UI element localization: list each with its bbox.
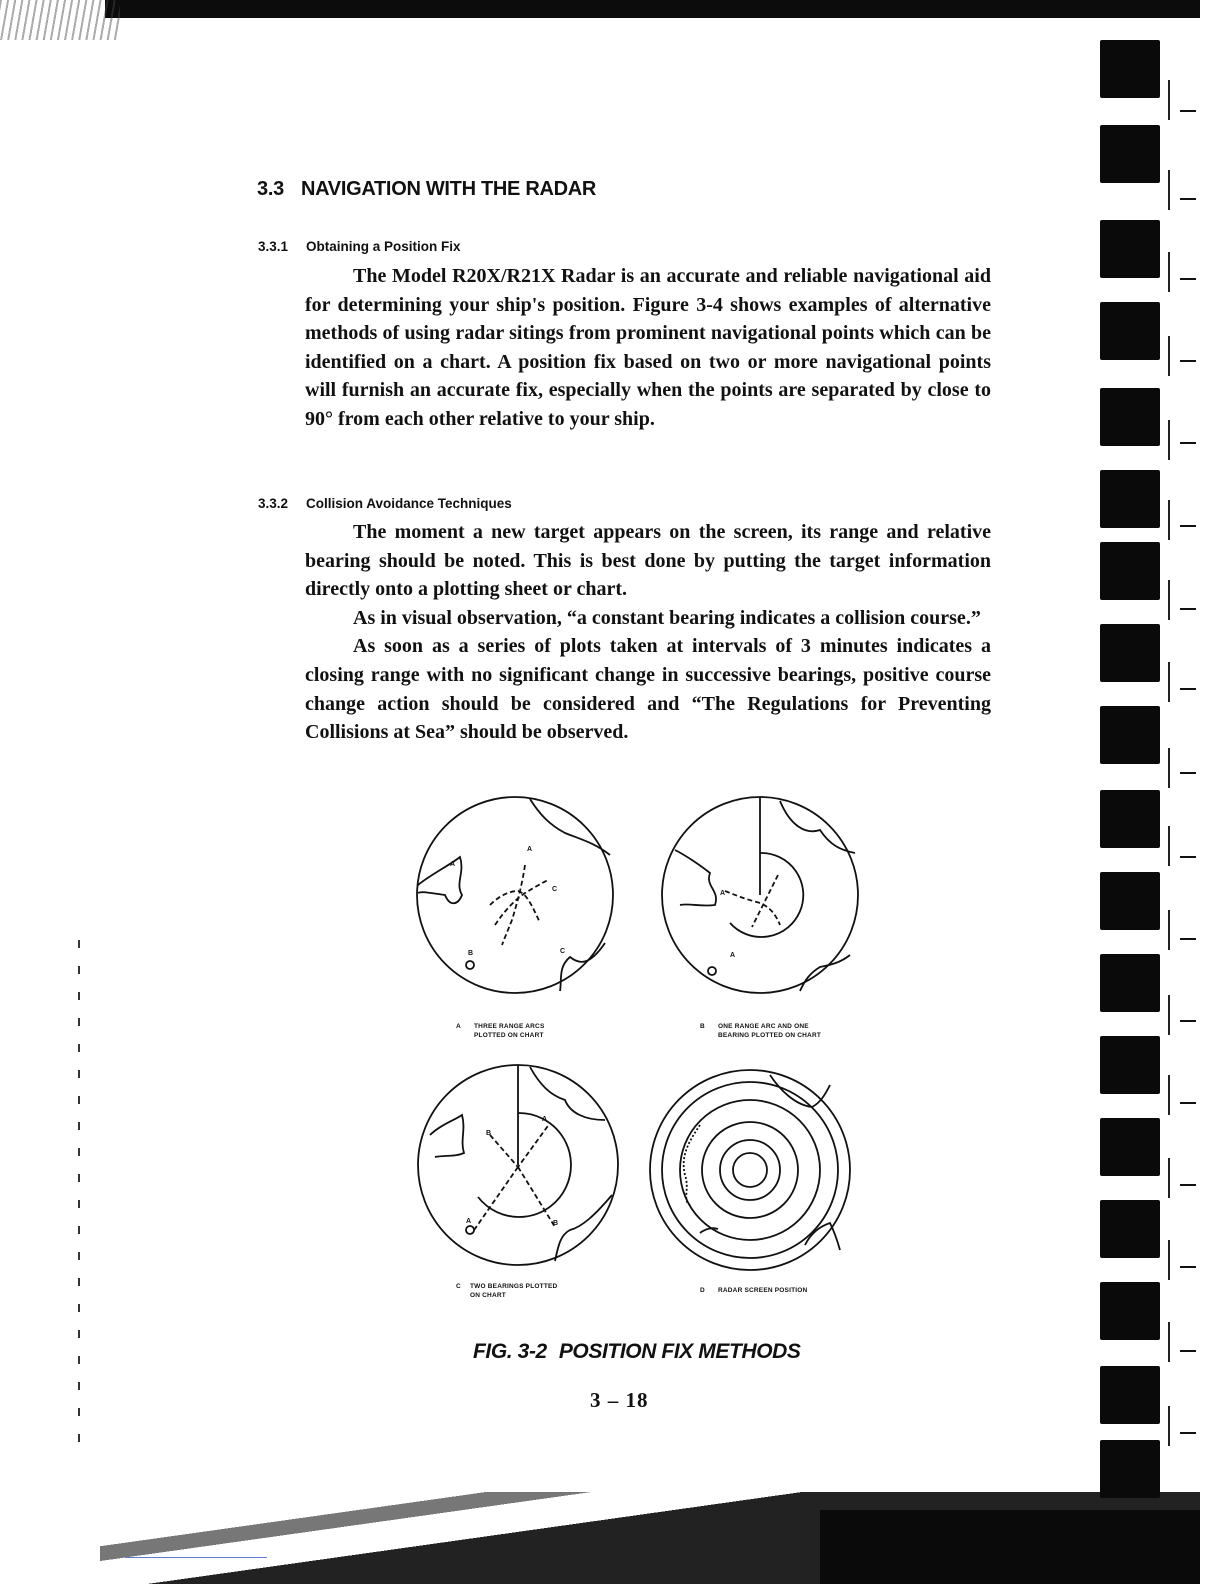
paragraph: The moment a new target appears on the screen, its range and relative bearing should be noted. This is best done by putting the target information directly onto a plotting sheet or chart. (305, 521, 991, 601)
point-label-a: A (527, 846, 533, 853)
page-number: 3 – 18 (590, 1388, 649, 1412)
scan-top-border (105, 0, 1200, 18)
subsection-title: Collision Avoidance Techniques (306, 496, 512, 511)
subsection-number: 3.3.2 (258, 496, 289, 511)
panel-a-caption-line2: PLOTTED ON CHART (474, 1032, 544, 1039)
figure-caption (473, 1340, 801, 1364)
position-fix-body (305, 262, 991, 434)
panel-b-radar-circle (662, 797, 858, 993)
panel-a-radar-circle (417, 797, 613, 993)
panel-b-caption-line2: BEARING PLOTTED ON CHART (718, 1032, 822, 1039)
panel-a-letter: A (456, 1023, 461, 1030)
collision-avoidance-body (305, 518, 991, 747)
panel-d-letter: D (700, 1287, 705, 1294)
point-label-a: A (466, 1218, 472, 1225)
position-fix-figure (400, 795, 880, 1305)
scan-blue-line (125, 1557, 267, 1558)
section-number: 3.3 (257, 178, 284, 200)
point-label-a: A (720, 890, 726, 897)
point-label-a: A (542, 1116, 548, 1123)
panel-b-letter: B (700, 1023, 705, 1030)
point-label-b: B (468, 950, 474, 957)
paragraph: As soon as a series of plots taken at intervals of 3 minutes indicates a closing range with no significant change in successive bearings, positive course change action should be considered and “The Regulations for Preventing Collisions at Sea” should be observed. (305, 635, 991, 744)
panel-d-radar-screen (650, 1070, 850, 1270)
point-label-a: A (450, 861, 456, 868)
point-label-b: B (486, 1130, 492, 1137)
point-label-b: B (553, 1220, 559, 1227)
subsection-number: 3.3.1 (258, 239, 289, 254)
subsection-heading-position-fix (258, 239, 461, 254)
paragraph: The Model R20X/R21X Radar is an accurate and reliable navigational aid for determining your ship's position. Figure 3-4 shows examples of alternative methods of using radar sitings from prominent navigational points which can be identified on a chart. A position fix based on two or more navigational points will furnish an accurate fix, especially when the points are separated by close to 90° from each other relative to your ship. (305, 265, 991, 430)
point-label-c: C (552, 886, 558, 893)
point-label-c: C (560, 948, 566, 955)
panel-c-radar-circle (418, 1065, 618, 1265)
scan-corner-noise (0, 0, 120, 40)
scan-left-margin-marks (78, 940, 80, 1460)
point-label-a: A (730, 952, 736, 959)
panel-c-caption-line2: ON CHART (470, 1292, 506, 1299)
section-heading (257, 178, 596, 201)
panel-c-caption-line1: TWO BEARINGS PLOTTED (470, 1283, 558, 1290)
figure-title: POSITION FIX METHODS (558, 1340, 801, 1363)
scan-bottom-shadow (820, 1510, 1200, 1584)
paragraph: As in visual observation, “a constant bearing indicates a collision course.” (353, 606, 981, 629)
panel-d-caption-line1: RADAR SCREEN POSITION (718, 1287, 808, 1294)
figure-number: FIG. 3-2 (473, 1340, 547, 1363)
panel-c-letter: C (456, 1283, 461, 1290)
panel-a-caption-line1: THREE RANGE ARCS (474, 1023, 545, 1030)
section-title: NAVIGATION WITH THE RADAR (301, 178, 597, 200)
subsection-heading-collision-avoidance (258, 496, 512, 511)
panel-b-caption-line1: ONE RANGE ARC AND ONE (718, 1023, 809, 1030)
spiral-binding (1084, 20, 1224, 1500)
subsection-title: Obtaining a Position Fix (306, 239, 461, 254)
